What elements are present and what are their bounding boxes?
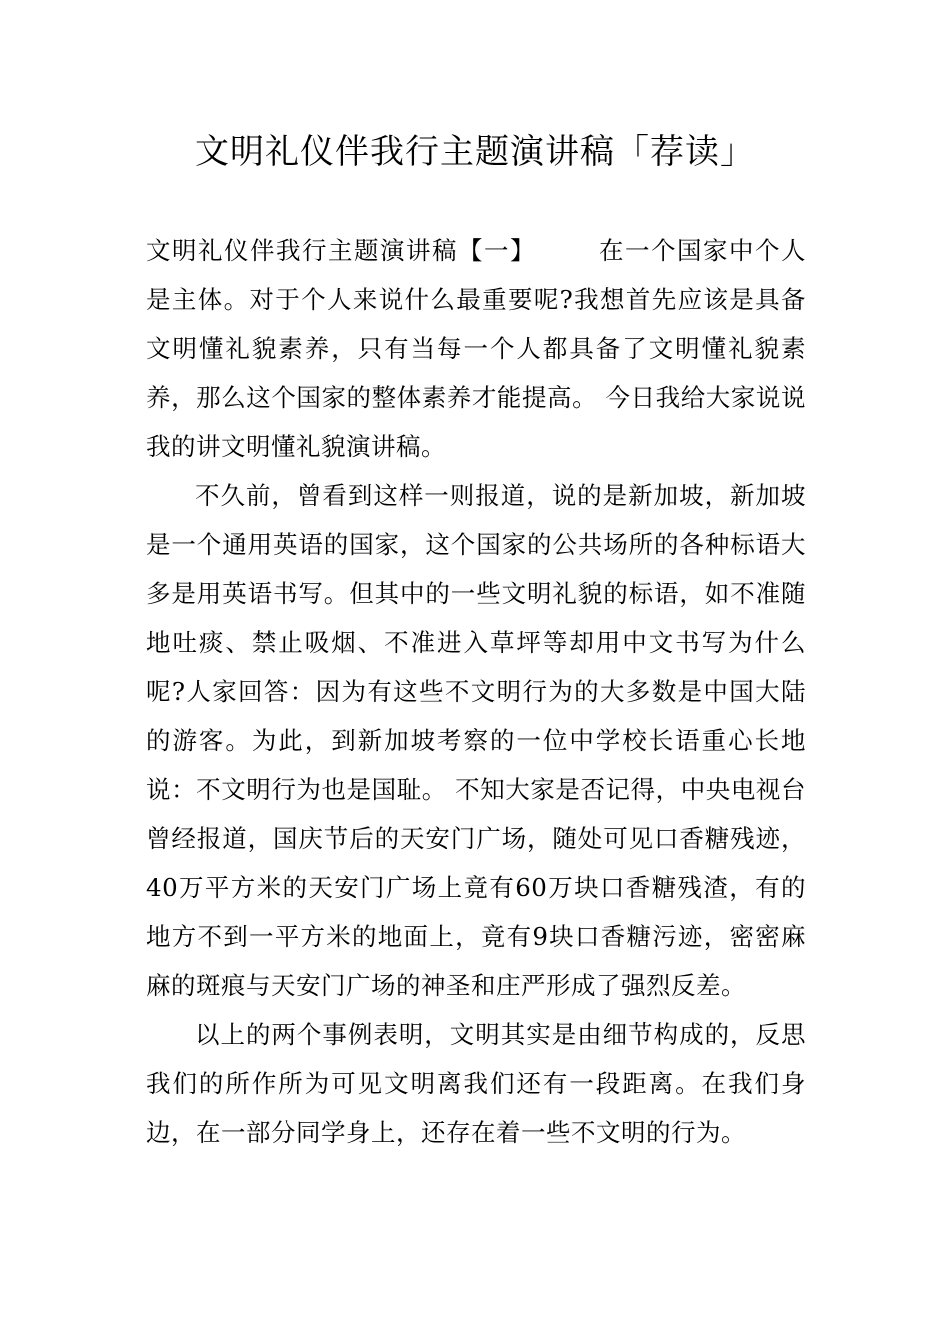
paragraph-1	[146, 226, 806, 471]
paragraph-2: 不久前，曾看到这样一则报道，说的是新加坡，新加坡是一个通用英语的国家，这个国家的公共场所的各种标语大多是用英语书写。但其中的一些文明礼貌的标语，如不准随地吐痰、禁止吸烟、不准进入草坪等却用中文书写为什么呢?人家回答：因为有这些不文明行为的大多数是中国大陆的游客。为此，到新加坡考察的一位中学校长语重心长地说：不文明行为也是国耻。 不知大家是否记得，中央电视台曾经报道，国庆节后的天安门广场，随处可见口香糖残迹，40万平方米的天安门广场上竟有60万块口香糖残渣，有的地方不到一平方米的地面上，竟有9块口香糖污迹，密密麻麻的斑痕与天安门广场的神圣和庄严形成了强烈反差。	[146, 481, 806, 1000]
document-title: 文明礼仪伴我行主题演讲稿「荐读」	[195, 132, 755, 172]
document-body	[146, 226, 806, 1157]
paragraph-1-lead: 文明礼仪伴我行主题演讲稿【一】	[146, 236, 536, 265]
paragraph-1-text: 在一个国家中个人是主体。对于个人来说什么最重要呢?我想首先应该是具备文明懂礼貌素养，只有当每一个人都具备了文明懂礼貌素养，那么这个国家的整体素养才能提高。 今日我给大家说说我的讲文明懂礼貌演讲稿。	[146, 236, 806, 461]
paragraph-3: 以上的两个事例表明，文明其实是由细节构成的，反思我们的所作所为可见文明离我们还有一段距离。在我们身边，在一部分同学身上，还存在着一些不文明的行为。	[146, 1020, 806, 1147]
